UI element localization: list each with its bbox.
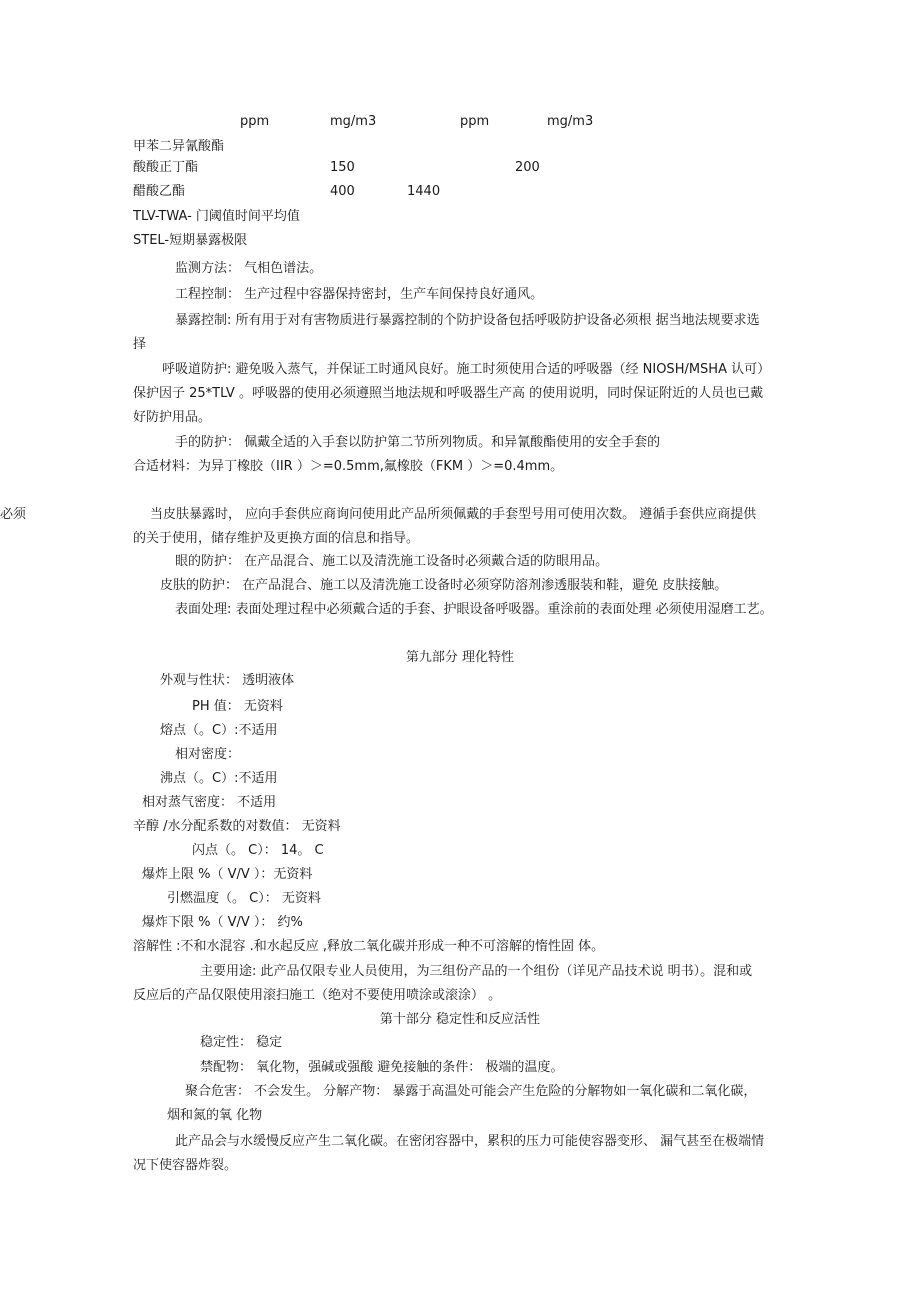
abbrev-stel: STEL-短期暴露极限 bbox=[133, 233, 248, 248]
melting-point: 熔点（。C）:不适用 bbox=[160, 723, 278, 738]
substance-name: 醋酸乙酯 bbox=[133, 184, 186, 199]
respiratory-line2: 保护因子 25*TLV 。呼吸器的使用必须遵照当地法规和呼吸器生产高 的使用说明，同时保证附近的人员也已戴 bbox=[133, 386, 764, 401]
solubility: 溶解性 :不和水混容 .和水起反应 ,释放二氧化碳并形成一种不可溶解的惰性固 体。 bbox=[133, 939, 605, 954]
hand-protection-line1: 手的防护： 佩戴全适的入手套以防护第二节所列物质。和异氰酸酯使用的安全手套的 bbox=[175, 435, 661, 450]
substance-value: 150 bbox=[330, 160, 355, 175]
polymerization-hazard-line2: 烟和氮的氧 化物 bbox=[167, 1108, 263, 1123]
surface-treatment: 表面处理: 表面处理过程中必须戴合适的手套、护眼设备呼吸器。重涂前的表面处理 必须使用湿磨工艺。 bbox=[175, 602, 773, 617]
engineering-control: 工程控制： 生产过程中容器保持密封，生产车间保持良好通风。 bbox=[175, 287, 544, 302]
unit-mgm3-1: mg/m3 bbox=[330, 114, 377, 129]
boiling-point: 沸点（。C）:不适用 bbox=[160, 771, 278, 786]
relative-density: 相对密度： bbox=[175, 747, 241, 762]
incompatible-materials: 禁配物： 氧化物，强碱或强酸 避免接触的条件： 极端的温度。 bbox=[200, 1060, 564, 1075]
unit-mgm3-2: mg/m3 bbox=[547, 114, 594, 129]
eye-protection: 眼的防护： 在产品混合、施工以及清洗施工设备时必须戴合适的防眼用品。 bbox=[175, 554, 609, 569]
main-usage-line2: 反应后的产品仅限使用滚扫施工（绝对不要使用喷涂或滚涂） 。 bbox=[133, 988, 502, 1003]
skin-glove-line1: 当皮肤暴露时， 应向手套供应商询问使用此产品所须佩戴的手套型号用可使用次数。 遵循手套供应商提供 bbox=[150, 507, 757, 522]
substance-value: 1440 bbox=[407, 184, 441, 199]
stability: 稳定性： 稳定 bbox=[200, 1035, 283, 1050]
autoignition-temp: 引燃温度（。 C）： 无资料 bbox=[167, 891, 321, 906]
unit-ppm-2: ppm bbox=[460, 114, 490, 129]
hand-protection-line2: 合适材料：为异丁橡胶（IIR ）＞=0.5mm,氟橡胶（FKM ）＞=0.4mm。 bbox=[133, 459, 564, 474]
substance-value: 200 bbox=[515, 160, 540, 175]
skin-protection: 皮肤的防护： 在产品混合、施工以及清洗施工设备时必须穿防溶剂渗透服装和鞋，避免 皮肤接触。 bbox=[160, 578, 728, 593]
section10-title: 第十部分 稳定性和反应活性 bbox=[379, 1012, 541, 1027]
upper-explosion-limit: 爆炸上限 %（ V/V ）：无资料 bbox=[142, 867, 313, 882]
ph-value: PH 值： 无资料 bbox=[192, 699, 283, 714]
margin-word: 必须 bbox=[0, 507, 27, 522]
polymerization-hazard-line1: 聚合危害： 不会发生。 分解产物： 暴露于高温处可能会产生危险的分解物如一氧化碳和二氧化碳， bbox=[185, 1084, 757, 1099]
exposure-control-line1: 暴露控制: 所有用于对有害物质进行暴露控制的个防护设备包括呼吸防护设备必须根 据当地法规要求选 bbox=[175, 313, 760, 328]
lower-explosion-limit: 爆炸下限 %（ V/V ）： 约% bbox=[142, 915, 303, 930]
substance-name: 酸酸正丁酯 bbox=[133, 160, 199, 175]
reaction-note-line1: 此产品会与水缓慢反应产生二氧化碳。在密闭容器中，累积的压力可能使容器变形、 漏气甚至在极端情 bbox=[175, 1134, 765, 1149]
vapor-density: 相对蒸气密度： 不适用 bbox=[142, 795, 277, 810]
substance-name: 甲苯二异氰酸酯 bbox=[133, 139, 225, 154]
section9-title: 第九部分 理化特性 bbox=[405, 650, 515, 665]
flash-point: 闪点（。 C）： 14。 C bbox=[192, 843, 324, 858]
appearance: 外观与性状： 透明液体 bbox=[160, 673, 295, 688]
monitoring-method: 监测方法： 气相色谱法。 bbox=[175, 261, 323, 276]
substance-value: 400 bbox=[330, 184, 355, 199]
skin-glove-line2: 的关于使用，储存维护及更换方面的信息和指导。 bbox=[133, 531, 420, 546]
abbrev-twa: TLV-TWA- 门阈值时间平均值 bbox=[133, 209, 300, 224]
exposure-control-line2: 择 bbox=[133, 337, 147, 352]
partition-coefficient: 辛醇 /水分配系数的对数值： 无资料 bbox=[133, 819, 341, 834]
unit-ppm-1: ppm bbox=[240, 114, 270, 129]
main-usage-line1: 主要用途: 此产品仅限专业人员使用，为三组份产品的一个组份（详见产品技术说 明书）。混和或 bbox=[200, 964, 753, 979]
respiratory-line3: 好防护用品。 bbox=[133, 410, 212, 425]
respiratory-line1: 呼吸道防护: 避免吸入蒸气，并保证工时通风良好。施工时须使用合适的呼吸器（经 NIOSH/MSHA 认可） bbox=[162, 362, 771, 377]
reaction-note-line2: 况下使容器炸裂。 bbox=[133, 1158, 238, 1173]
